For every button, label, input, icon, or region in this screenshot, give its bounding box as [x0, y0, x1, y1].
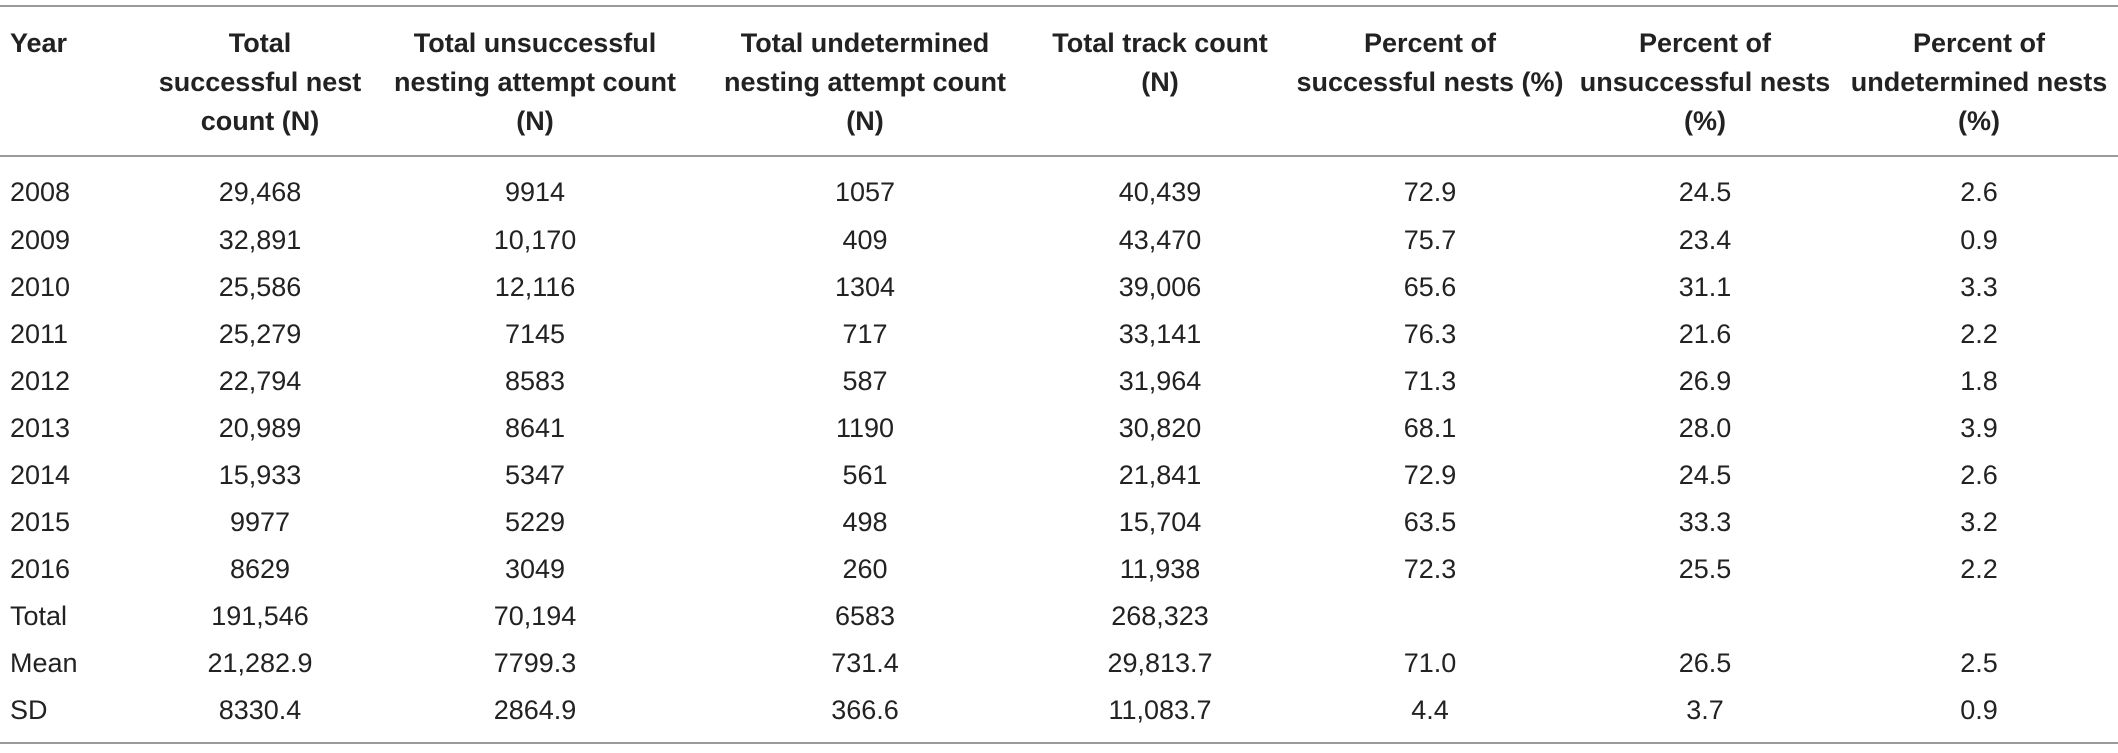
cell-percent-undetermined: 2.2 [1960, 319, 1998, 349]
cell-track-count: 33,141 [1118, 319, 1202, 349]
cell-successful-count: 25,586 [218, 272, 302, 302]
cell-percent-successful: 4.4 [1411, 695, 1449, 725]
cell-unsuccessful-count: 9914 [504, 176, 566, 207]
cell-undetermined-count: 1304 [834, 272, 896, 302]
cell-percent-unsuccessful: 25.5 [1678, 554, 1732, 584]
cell-track-count: 43,470 [1118, 225, 1202, 255]
cell-successful-count: 15,933 [218, 460, 302, 490]
cell-successful-count: 8330.4 [218, 695, 302, 725]
cell-successful-count: 25,279 [218, 319, 302, 349]
cell-percent-undetermined: 3.3 [1960, 272, 1998, 302]
cell-unsuccessful-count: 2864.9 [493, 695, 577, 725]
table-row [0, 499, 2118, 546]
header-year: Year [10, 28, 68, 58]
cell-track-count: 21,841 [1118, 460, 1202, 490]
cell-percent-unsuccessful: 23.4 [1678, 225, 1732, 255]
cell-track-count: 11,083.7 [1108, 695, 1212, 725]
cell-year: 2011 [10, 319, 69, 349]
cell-percent-successful: 75.7 [1403, 225, 1457, 255]
cell-successful-count: 9977 [229, 507, 291, 537]
cell-undetermined-count: 498 [842, 507, 888, 537]
cell-year: 2009 [10, 225, 71, 255]
cell-unsuccessful-count: 7799.3 [493, 648, 577, 678]
cell-year: Mean [10, 648, 78, 678]
cell-percent-successful [1290, 593, 1570, 640]
cell-undetermined-count: 1057 [834, 176, 896, 207]
table-row [0, 311, 2118, 358]
cell-percent-undetermined: 3.9 [1960, 413, 1998, 443]
cell-percent-successful: 68.1 [1403, 413, 1457, 443]
cell-percent-undetermined: 2.6 [1960, 176, 1998, 207]
header-percent-undetermined: Percent of undetermined nests (%) [1850, 28, 2108, 136]
cell-year: 2008 [10, 176, 71, 207]
cell-percent-undetermined: 0.9 [1960, 225, 1998, 255]
cell-undetermined-count: 731.4 [831, 648, 899, 678]
table-row [0, 452, 2118, 499]
table-header [0, 6, 2118, 156]
cell-unsuccessful-count: 5347 [504, 460, 566, 490]
cell-undetermined-count: 366.6 [831, 695, 899, 725]
cell-successful-count: 32,891 [218, 225, 302, 255]
cell-undetermined-count: 409 [842, 225, 888, 255]
table-row [0, 687, 2118, 743]
table-row [0, 217, 2118, 264]
cell-percent-successful: 76.3 [1403, 319, 1457, 349]
cell-undetermined-count: 717 [842, 319, 888, 349]
cell-year: 2014 [10, 460, 71, 490]
cell-percent-unsuccessful: 28.0 [1678, 413, 1732, 443]
cell-percent-unsuccessful: 26.5 [1678, 648, 1732, 678]
cell-undetermined-count: 1190 [835, 413, 895, 443]
cell-year: Total [10, 601, 68, 631]
header-row [0, 6, 2118, 156]
header-successful-count: Total successful nest count (N) [158, 28, 362, 136]
header-percent-successful: Percent of successful nests (%) [1296, 28, 1564, 97]
table-row [0, 593, 2118, 640]
cell-percent-successful: 65.6 [1403, 272, 1457, 302]
cell-track-count: 268,323 [1111, 601, 1209, 631]
cell-track-count: 40,439 [1118, 176, 1202, 207]
cell-undetermined-count: 587 [842, 366, 888, 396]
cell-unsuccessful-count: 8641 [504, 413, 566, 443]
table-row [0, 405, 2118, 452]
cell-year: 2015 [10, 507, 71, 537]
cell-unsuccessful-count: 8583 [504, 366, 566, 396]
table-row [0, 640, 2118, 687]
cell-unsuccessful-count: 10,170 [493, 225, 577, 255]
cell-percent-undetermined: 1.8 [1960, 366, 1998, 396]
cell-undetermined-count: 561 [842, 460, 888, 490]
cell-percent-successful: 72.3 [1403, 554, 1457, 584]
cell-year: 2016 [10, 554, 71, 584]
header-track-count: Total track count (N) [1052, 28, 1268, 97]
cell-percent-undetermined: 2.6 [1960, 460, 1998, 490]
cell-percent-unsuccessful: 33.3 [1678, 507, 1732, 537]
cell-percent-successful: 72.9 [1403, 460, 1457, 490]
cell-track-count: 11,938 [1119, 554, 1201, 584]
table-row [0, 264, 2118, 311]
cell-percent-successful: 72.9 [1403, 176, 1457, 207]
cell-undetermined-count: 260 [842, 554, 888, 584]
cell-year: SD [10, 695, 48, 725]
cell-percent-unsuccessful: 3.7 [1686, 695, 1724, 725]
table-row [0, 546, 2118, 593]
cell-track-count: 31,964 [1118, 366, 1202, 396]
cell-year: 2012 [10, 366, 71, 396]
nesting-data-table-container [0, 5, 2118, 744]
cell-successful-count: 191,546 [211, 601, 309, 631]
cell-track-count: 30,820 [1118, 413, 1202, 443]
cell-year: 2010 [10, 272, 71, 302]
cell-percent-undetermined [1840, 593, 2118, 640]
header-percent-unsuccessful: Percent of unsuccessful nests (%) [1579, 28, 1831, 136]
cell-percent-unsuccessful: 21.6 [1678, 319, 1732, 349]
cell-undetermined-count: 6583 [834, 601, 896, 631]
cell-track-count: 15,704 [1118, 507, 1202, 537]
cell-track-count: 29,813.7 [1107, 648, 1213, 678]
cell-percent-unsuccessful: 31.1 [1678, 272, 1732, 302]
cell-percent-undetermined: 3.2 [1960, 507, 1998, 537]
cell-successful-count: 22,794 [218, 366, 302, 396]
header-undetermined-count: Total undetermined nesting attempt count (N) [724, 28, 1006, 136]
cell-percent-undetermined: 0.9 [1960, 695, 1998, 725]
cell-unsuccessful-count: 12,116 [494, 272, 576, 302]
cell-successful-count: 20,989 [218, 413, 302, 443]
cell-unsuccessful-count: 3049 [504, 554, 566, 584]
cell-successful-count: 29,468 [218, 176, 302, 207]
cell-successful-count: 8629 [229, 554, 291, 584]
header-unsuccessful-count: Total unsuccessful nesting attempt count (N) [394, 28, 676, 136]
nesting-data-table [0, 5, 2118, 744]
cell-percent-undetermined: 2.5 [1960, 648, 1998, 678]
cell-track-count: 39,006 [1118, 272, 1202, 302]
cell-unsuccessful-count: 7145 [504, 319, 566, 349]
cell-percent-unsuccessful: 24.5 [1678, 176, 1732, 207]
cell-unsuccessful-count: 5229 [504, 507, 566, 537]
table-row [0, 156, 2118, 217]
cell-year: 2013 [10, 413, 71, 443]
cell-percent-undetermined: 2.2 [1960, 554, 1998, 584]
cell-percent-successful: 71.0 [1403, 648, 1457, 678]
cell-percent-unsuccessful [1570, 593, 1840, 640]
cell-percent-unsuccessful: 26.9 [1678, 366, 1732, 396]
cell-percent-successful: 71.3 [1403, 366, 1457, 396]
cell-successful-count: 21,282.9 [207, 648, 313, 678]
cell-percent-successful: 63.5 [1403, 507, 1457, 537]
table-row [0, 358, 2118, 405]
table-body [0, 156, 2118, 743]
cell-percent-unsuccessful: 24.5 [1678, 460, 1732, 490]
cell-unsuccessful-count: 70,194 [493, 601, 577, 631]
